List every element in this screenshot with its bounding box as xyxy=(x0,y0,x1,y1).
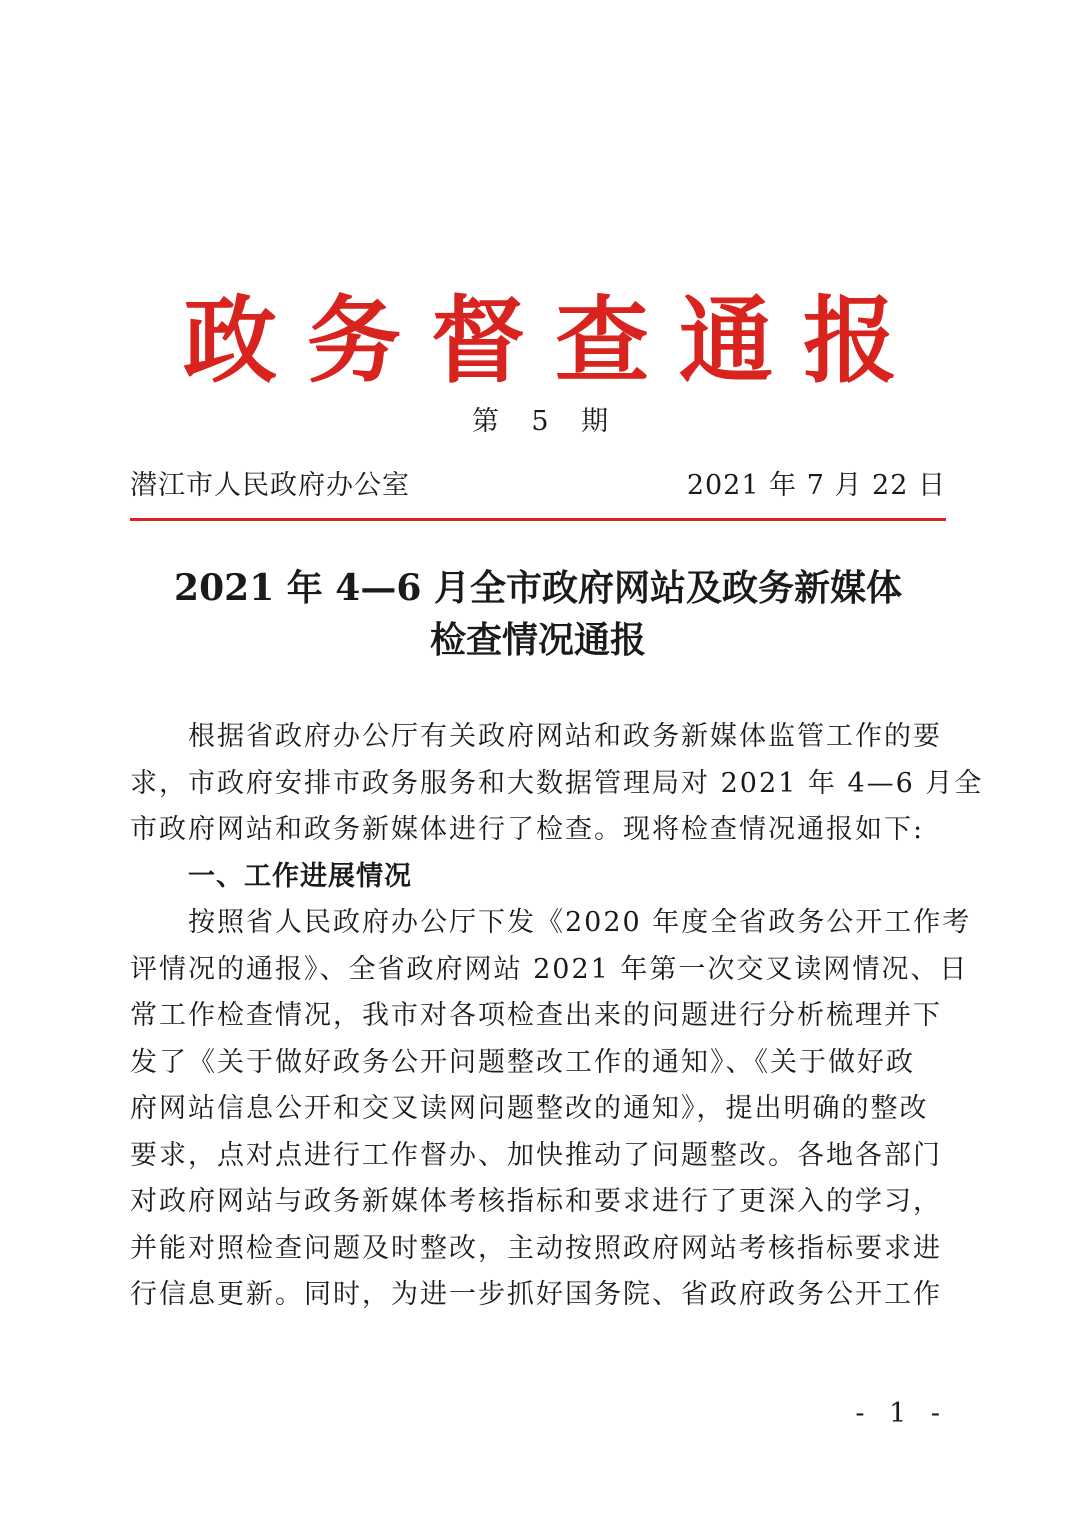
body-line: 府网站信息公开和交叉读网问题整改的通知》，提出明确的整改 xyxy=(130,1093,929,1124)
red-divider xyxy=(130,518,946,521)
body-line: 发了《关于做好政务公开问题整改工作的通知》、《关于做好政 xyxy=(130,1046,915,1078)
body-line: 常工作检查情况，我市对各项检查出来的问题进行分析梳理并下 xyxy=(130,1000,942,1031)
title-line-1: 2021 年 4—6 月全市政府网站及政务新媒体 xyxy=(174,567,902,609)
body-line: 求，市政府安排市政务服务和大数据管理局对 2021 年 4—6 月全 xyxy=(130,767,984,799)
issue-number: 第 5 期 xyxy=(471,406,621,437)
body-line: 评情况的通报》、全省政府网站 2021 年第一次交叉读网情况、日 xyxy=(130,953,969,985)
issuer-name: 潜江市人民政府办公室 xyxy=(130,470,410,501)
body-line: 行信息更新。同时，为进一步抓好国务院、省政府政务公开工作 xyxy=(130,1279,942,1310)
page-number: - 1 - xyxy=(855,1398,948,1429)
body-line: 市政府网站和政务新媒体进行了检查。现将检查情况通报如下: xyxy=(130,814,925,845)
document-title xyxy=(130,562,946,666)
body-line: 并能对照检查问题及时整改，主动按照政府网站考核指标要求进 xyxy=(130,1232,942,1264)
masthead-title: 政务督查通报 xyxy=(182,287,927,396)
body-line: 根据省政府办公厅有关政府网站和政务新媒体监管工作的要 xyxy=(188,721,942,752)
document-body xyxy=(130,714,984,1319)
body-line: 按照省人民政府办公厅下发《2020 年度全省政务公开工作考 xyxy=(188,907,972,938)
body-line: 对政府网站与政务新媒体考核指标和要求进行了更深入的学习， xyxy=(130,1186,942,1217)
issuer-row xyxy=(130,466,946,506)
body-line: 要求，点对点进行工作督办、加快推动了问题整改。各地各部门 xyxy=(130,1139,942,1171)
issue-date: 2021 年 7 月 22 日 xyxy=(686,470,946,501)
section-heading: 一、工作进展情况 xyxy=(188,860,412,892)
title-line-2: 检查情况通报 xyxy=(429,619,646,661)
